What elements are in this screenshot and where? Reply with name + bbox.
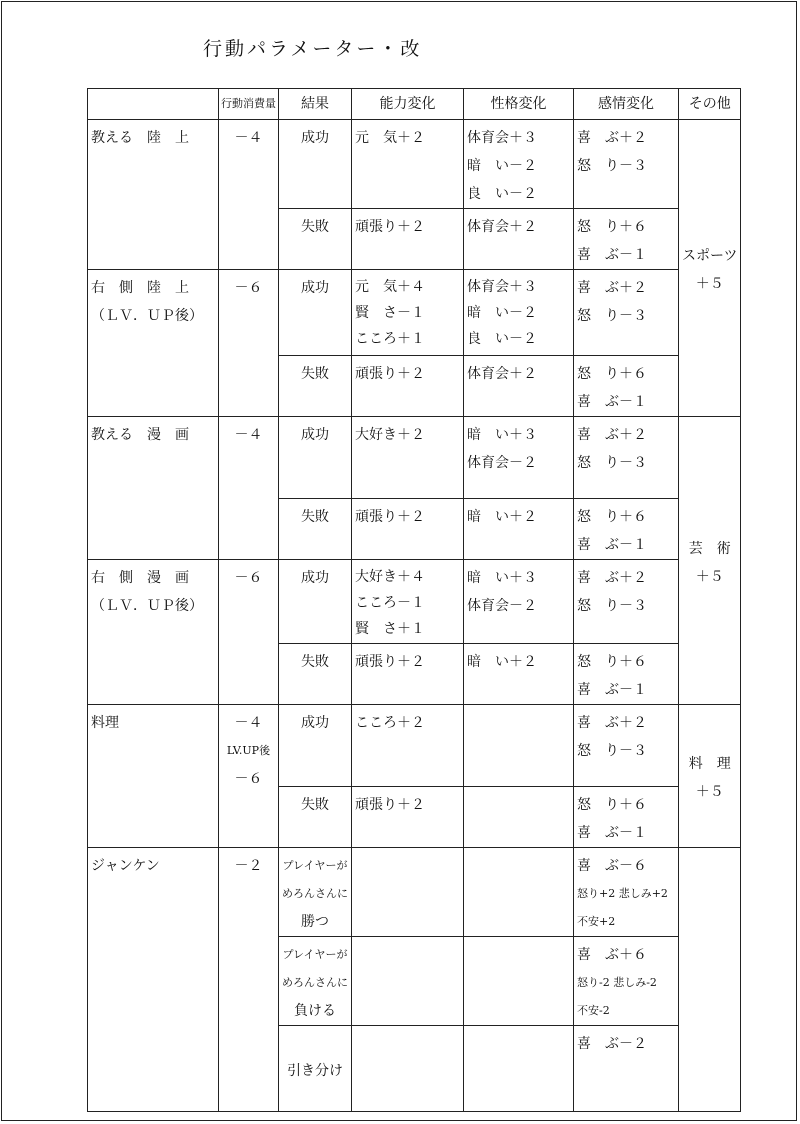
emotion-cell [574,499,679,560]
personality-change: 暗 い＋２ [467,654,537,670]
result-label: 成功 [301,280,329,296]
action-cell [88,848,219,1112]
action-note: （ＬＶ．ＵＰ後） [91,308,203,324]
table-row [88,560,741,644]
personality-cell [464,644,574,705]
result-label: 失敗 [301,654,329,670]
result-cell [279,787,352,848]
result-label: 勝つ [301,914,329,930]
emotion-change: 不安-2 [577,1004,610,1017]
result-cell [279,209,352,270]
emotion-cell [574,848,679,937]
result-cell [279,644,352,705]
action-label: 右 側 漫 画 [91,570,189,586]
personality-change: 良 い－２ [467,331,537,347]
result-label: めろんさんに [282,976,348,989]
emotion-change: 喜 ぶ＋２ [577,280,647,296]
emotion-change: 怒 り＋６ [577,509,647,525]
result-cell [279,270,352,356]
personality-cell [464,787,574,848]
table-row [88,705,741,787]
cost-cell [219,120,279,270]
action-label: 教える 陸 上 [91,130,189,146]
emotion-cell [574,705,679,787]
other-cell-sports [679,120,741,417]
ability-cell [352,356,464,417]
personality-cell [464,356,574,417]
emotion-change: 喜 ぶ＋２ [577,427,647,443]
other-value: ＋５ [695,568,724,585]
cost-cell [219,705,279,848]
personality-cell [464,848,574,937]
emotion-cell [574,270,679,356]
ability-change: 元 気＋４ [355,279,425,295]
action-label: ジャンケン [91,858,160,874]
result-cell [279,937,352,1026]
action-label: 料理 [91,715,119,731]
header-cost: 行動消費量 [219,89,279,120]
document-title: 行動パラメーター・改 [203,38,423,60]
personality-change: 体育会＋２ [467,366,537,382]
cost-value: －６ [234,570,263,586]
emotion-change: 怒り-2 悲しみ-2 [577,976,657,989]
header-action [88,89,219,120]
ability-change: 頑張り＋２ [355,797,425,813]
emotion-change: 怒 り－３ [577,598,647,614]
action-label: 教える 漫 画 [91,427,189,443]
personality-cell [464,705,574,787]
header-emotion: 感情変化 [574,89,679,120]
cost-cell [219,560,279,705]
other-label: 料 理 [688,756,731,772]
result-label: 引き分け [287,1062,343,1079]
ability-change: 頑張り＋２ [355,509,425,525]
emotion-cell [574,356,679,417]
action-cell [88,560,219,705]
ability-change: 大好き＋２ [355,427,425,443]
ability-change: こころ＋１ [355,331,425,347]
emotion-change: 怒 り－３ [577,455,647,471]
emotion-change: 喜 ぶ＋２ [577,570,647,586]
emotion-change: 怒 り＋６ [577,219,647,235]
ability-change: 元 気＋２ [355,130,425,146]
action-cell [88,270,219,417]
ability-cell [352,644,464,705]
result-label: めろんさんに [282,887,348,900]
result-cell [279,560,352,644]
ability-change: 頑張り＋２ [355,654,425,670]
ability-change: 大好き＋４ [355,569,425,585]
table-row [88,120,741,209]
personality-change: 体育会＋３ [467,130,537,146]
other-label: 芸 術 [688,540,731,557]
ability-cell [352,560,464,644]
personality-cell [464,499,574,560]
personality-cell [464,270,574,356]
result-label: 失敗 [301,219,329,235]
header-ability: 能力変化 [352,89,464,120]
other-cell-arts [679,417,741,705]
personality-cell [464,560,574,644]
action-cell [88,120,219,270]
table-row [88,417,741,499]
result-cell [279,705,352,787]
emotion-cell [574,560,679,644]
action-label: 右 側 陸 上 [91,280,189,296]
personality-change: 体育会＋２ [467,219,537,235]
header-personality: 性格変化 [464,89,574,120]
result-label: 負ける [294,1003,336,1019]
emotion-change: 喜 ぶ－１ [577,825,647,841]
ability-cell [352,209,464,270]
cost-cell [219,417,279,560]
cost-cell [219,848,279,1112]
cost-value: －６ [234,280,263,296]
personality-cell [464,417,574,499]
other-label: スポーツ [682,248,738,264]
emotion-change: 喜 ぶ＋２ [577,715,647,731]
table-row [88,848,741,937]
ability-change: 賢 さ＋１ [355,621,425,637]
header-row [88,89,741,120]
emotion-change: 喜 ぶ－１ [577,682,647,698]
emotion-change: 不安+2 [577,915,616,928]
action-parameter-table [87,88,741,1112]
personality-change: 体育会－２ [467,598,537,614]
cost-value: －２ [234,858,263,874]
result-label: 成功 [301,130,329,146]
emotion-cell [574,644,679,705]
emotion-cell [574,1026,679,1112]
emotion-change: 喜 ぶ－１ [577,394,647,410]
emotion-change: 喜 ぶ－１ [577,247,647,263]
ability-cell [352,120,464,209]
emotion-cell [574,937,679,1026]
result-cell [279,1026,352,1112]
emotion-change: 喜 ぶ＋６ [577,947,647,963]
cost-value: －６ [234,771,263,787]
emotion-change: 怒 り－３ [577,743,647,759]
header-other: その他 [679,89,741,120]
other-cell-cooking [679,705,741,848]
emotion-cell [574,417,679,499]
result-label: 成功 [301,427,329,443]
result-cell [279,417,352,499]
emotion-change: 怒り+2 悲しみ+2 [577,887,668,900]
result-label: 失敗 [301,797,329,813]
cost-cell [219,270,279,417]
emotion-change: 怒 り－３ [577,308,647,324]
emotion-cell [574,209,679,270]
table-row [88,270,741,356]
personality-change: 暗 い＋３ [467,570,537,586]
personality-cell [464,209,574,270]
personality-change: 暗 い＋２ [467,509,537,525]
other-value: ＋５ [695,784,724,800]
action-note: （ＬＶ．ＵＰ後） [91,598,203,614]
emotion-change: 喜 ぶ－６ [577,858,647,874]
ability-cell [352,270,464,356]
result-label: プレイヤーが [282,859,348,872]
ability-cell [352,499,464,560]
ability-cell [352,1026,464,1112]
emotion-change: 喜 ぶ－１ [577,537,647,553]
emotion-change: 喜 ぶ－２ [577,1036,647,1052]
personality-cell [464,937,574,1026]
emotion-change: 怒 り＋６ [577,654,647,670]
ability-cell [352,937,464,1026]
ability-change: 頑張り＋２ [355,366,425,382]
ability-change: 頑張り＋２ [355,219,425,235]
ability-change: こころ－１ [355,595,425,611]
ability-change: 賢 さ－１ [355,305,425,321]
cost-note: LV.UP後 [226,744,271,757]
action-cell [88,705,219,848]
result-label: 成功 [301,715,329,731]
other-cell-empty [679,848,741,1112]
emotion-change: 怒 り－３ [577,158,647,174]
emotion-change: 怒 り＋６ [577,797,647,813]
result-label: 失敗 [301,366,329,382]
emotion-cell [574,120,679,209]
action-cell [88,417,219,560]
ability-change: こころ＋２ [355,715,425,731]
ability-cell [352,417,464,499]
personality-change: 暗 い－２ [467,158,537,174]
personality-cell [464,1026,574,1112]
emotion-change: 喜 ぶ＋２ [577,130,647,146]
header-result: 結果 [279,89,352,120]
emotion-change: 怒 り＋６ [577,366,647,382]
result-cell [279,356,352,417]
result-cell [279,120,352,209]
emotion-cell [574,787,679,848]
personality-change: 暗 い＋３ [467,427,537,443]
ability-cell [352,848,464,937]
personality-change: 良 い－２ [467,186,537,202]
personality-cell [464,120,574,209]
result-label: プレイヤーが [282,948,348,961]
personality-change: 体育会＋３ [467,279,537,295]
result-cell [279,848,352,937]
result-cell [279,499,352,560]
personality-change: 暗 い－２ [467,305,537,321]
cost-value: －４ [234,130,263,146]
personality-change: 体育会－２ [467,455,537,471]
result-label: 失敗 [301,509,329,525]
result-label: 成功 [301,570,329,586]
cost-value: －４ [234,427,263,443]
cost-value: －４ [234,715,263,731]
ability-cell [352,787,464,848]
ability-cell [352,705,464,787]
other-value: ＋５ [695,276,724,292]
